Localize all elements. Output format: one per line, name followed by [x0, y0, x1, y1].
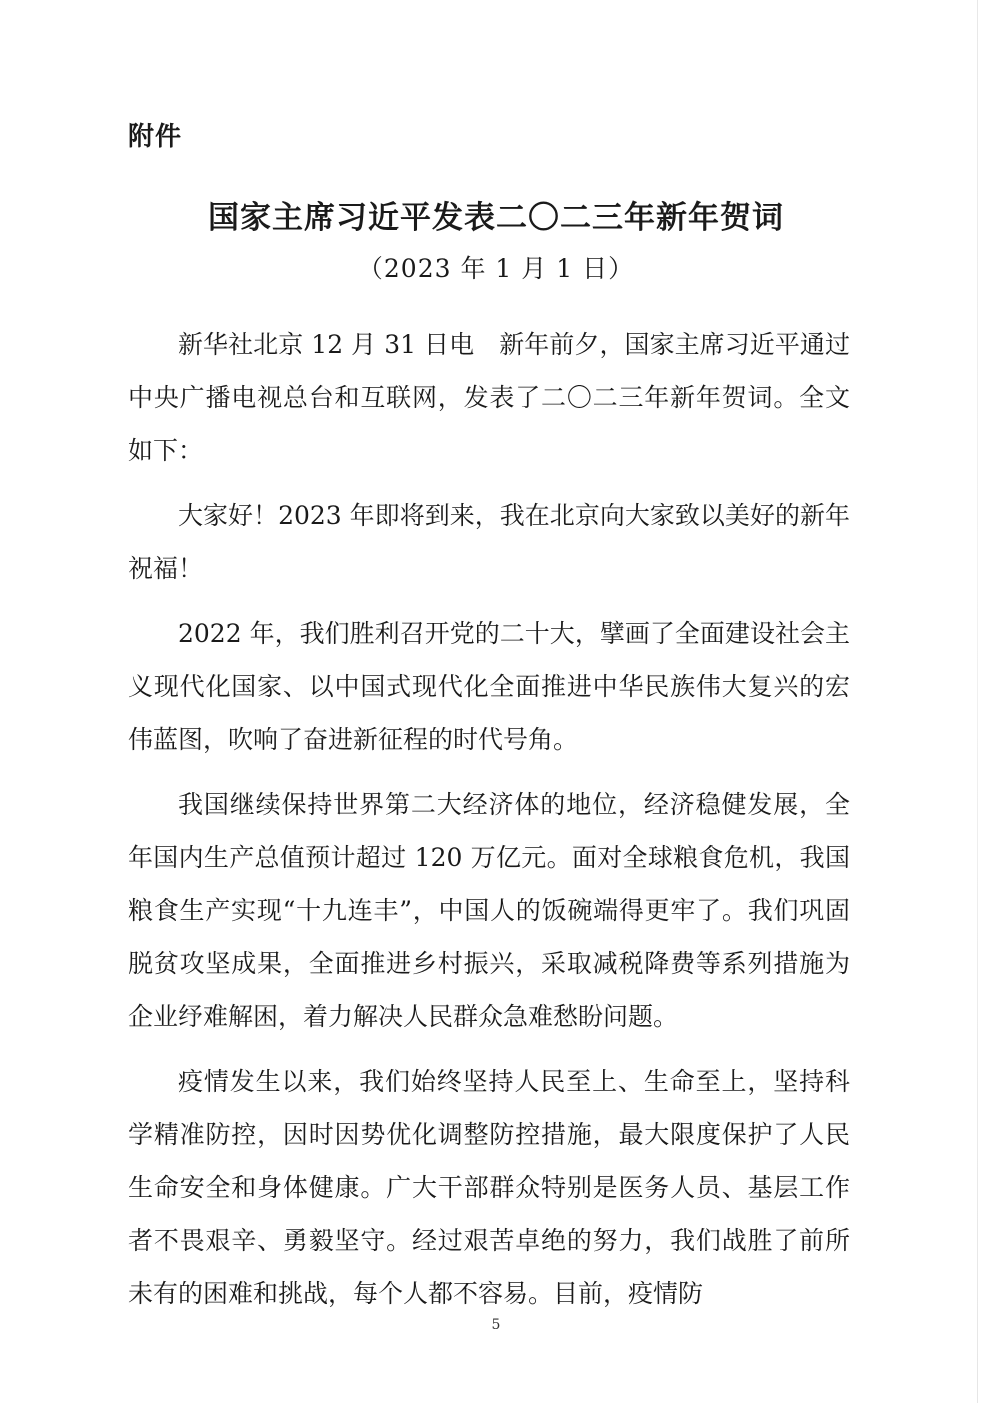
document-title: 国家主席习近平发表二〇二三年新年贺词 — [208, 200, 784, 236]
attachment-label: 附件 — [128, 122, 183, 152]
paragraph: 2022 年，我们胜利召开党的二十大，擘画了全面建设社会主义现代化国家、以中国式现代化全面推进中华民族伟大复兴的宏伟蓝图，吹响了奋进新征程的时代号角。 — [128, 619, 850, 754]
page-number: 5 — [491, 1317, 501, 1333]
document-body — [128, 318, 850, 1332]
paragraph: 新华社北京 12 月 31 日电 新年前夕，国家主席习近平通过中央广播电视总台和互联网，发表了二〇二三年新年贺词。全文如下： — [128, 330, 850, 465]
paragraph: 大家好！2023 年即将到来，我在北京向大家致以美好的新年祝福！ — [128, 501, 850, 583]
paragraph: 疫情发生以来，我们始终坚持人民至上、生命至上，坚持科学精准防控，因时因势优化调整防控措施，最大限度保护了人民生命安全和身体健康。广大干部群众特别是医务人员、基层工作者不畏艰辛、勇毅坚守。经过艰苦卓绝的努力，我们战胜了前所未有的困难和挑战，每个人都不容易。目前，疫情防 — [128, 1067, 850, 1308]
document-date: （2023 年 1 月 1 日） — [357, 254, 635, 283]
paragraph: 我国继续保持世界第二大经济体的地位，经济稳健发展，全年国内生产总值预计超过 120 万亿元。面对全球粮食危机，我国粮食生产实现“十九连丰”，中国人的饭碗端得更牢了。我们巩固脱贫攻坚成果，全面推进乡村振兴，采取减税降费等系列措施为企业纾难解困，着力解决人民群众急难愁盼问题。 — [128, 790, 850, 1031]
